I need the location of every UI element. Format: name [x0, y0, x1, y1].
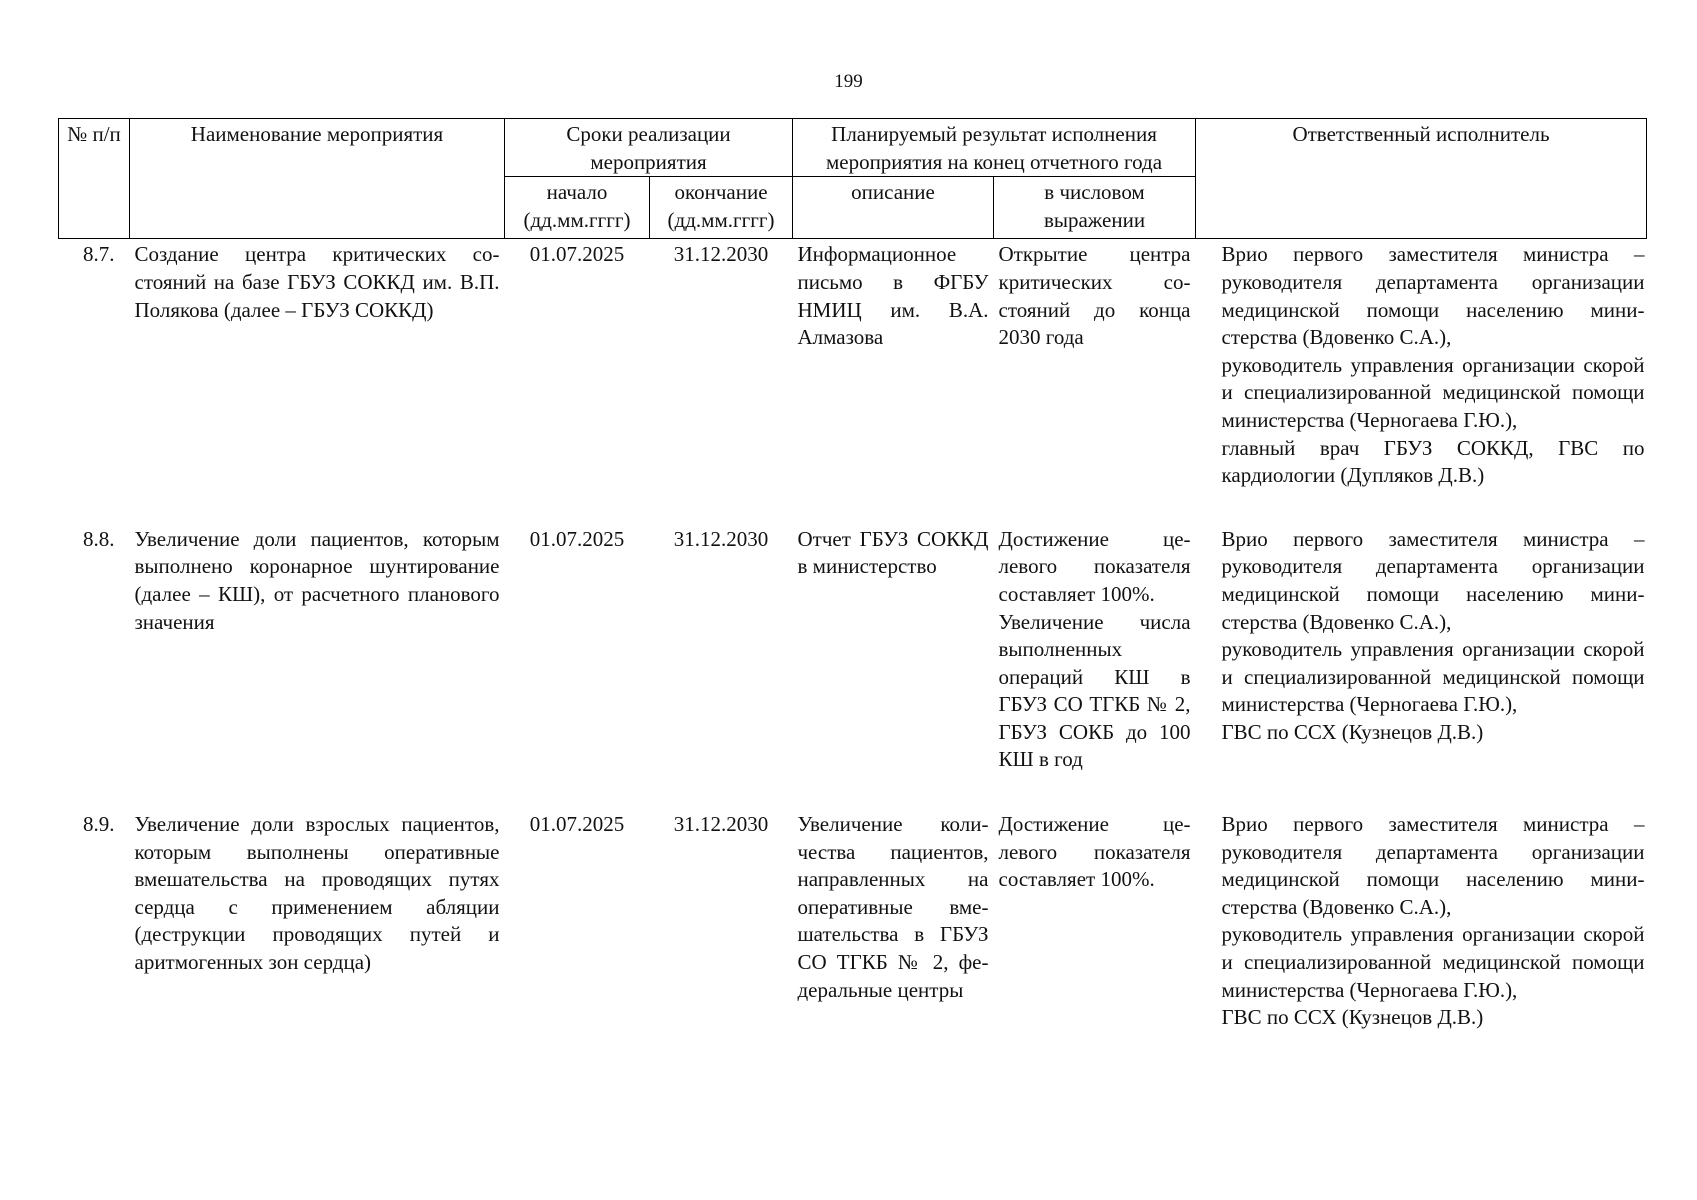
result-value-line: Достижение целевого показателя составляет 100%. [998, 526, 1191, 606]
measures-table [58, 118, 1647, 1032]
header-responsible: Ответственный исполнитель [1196, 119, 1647, 239]
end-date: 31.12.2030 [673, 812, 769, 837]
responsible-line: Врио первого заместителя министра – руководителя департамента организации медицинской помощи населению министерства (Вдовенко С.А.), [1221, 242, 1645, 350]
row-number: 8.7. [83, 242, 115, 267]
end-date: 31.12.2030 [673, 242, 769, 267]
header-result-desc: описание [793, 177, 994, 239]
measure-name: Увеличение доли пациентов, которым выполнено коронарное шунтирование (далее – КШ), от расчетного планового значения [134, 526, 500, 634]
measure-name: Увеличение доли взрослых пациентов, которым выполнены оперативные вмешательства на проводящих путях сердца с применением абляции (деструкции проводящих путей и аритмогенных зон сердца) [134, 812, 500, 975]
responsible-executor [1196, 524, 1647, 809]
start-date: 01.07.2025 [529, 812, 625, 837]
row-number: 8.8. [83, 526, 115, 551]
table-row [59, 239, 1647, 524]
result-description: Отчет ГБУЗ СОККД в министерство [797, 526, 989, 579]
result-value: Открытие центра критических состояний до конца 2030 года [998, 242, 1191, 350]
measure-name: Создание центра критических состояний на базе ГБУЗ СОККД им. В.П. Полякова (далее – ГБУЗ СОККД) [134, 242, 500, 322]
header-result-value: в числовом выражении [994, 177, 1196, 239]
header-dates: Сроки реализации мероприятия [505, 119, 793, 177]
result-description: Информационное письмо в ФГБУ НМИЦ им. В.А. Алмазова [797, 242, 989, 350]
responsible-executor [1196, 809, 1647, 1032]
result-description: Увеличение количества пациентов, направленных на оперативные вмешательства в ГБУЗ СО ТГКБ № 2, федеральные центры [797, 812, 989, 1002]
table-row [59, 809, 1647, 1032]
page-number: 199 [834, 71, 863, 92]
result-value-line: Увеличение числа выполненных операций КШ в ГБУЗ СО ТГКБ № 2, ГБУЗ СОКБ до 100 КШ в год [998, 609, 1191, 772]
end-date: 31.12.2030 [673, 526, 769, 551]
responsible-line: ГВС по ССХ (Кузнецов Д.В.) [1221, 719, 1484, 744]
result-value: Достижение целевого показателя составляет 100%. [998, 812, 1191, 892]
responsible-executor [1196, 239, 1647, 524]
responsible-line: главный врач ГБУЗ СОККД, ГВС по кардиологии (Дупляков Д.В.) [1221, 435, 1645, 488]
start-date: 01.07.2025 [529, 526, 625, 551]
responsible-line: руководитель управления организации скорой и специализированной медицинской помощи министерства (Черногаева Г.Ю.), [1221, 637, 1645, 717]
responsible-line: руководитель управления организации скорой и специализированной медицинской помощи министерства (Черногаева Г.Ю.), [1221, 352, 1645, 432]
result-value [994, 524, 1196, 809]
table-header [59, 119, 1647, 239]
header-name: Наименование мероприятия [130, 119, 505, 239]
table-row [59, 524, 1647, 809]
header-end: окончание (дд.мм.гггг) [650, 177, 793, 239]
header-result: Планируемый результат исполнения мероприятия на конец отчетного года [793, 119, 1196, 177]
responsible-line: Врио первого заместителя министра – руководителя департамента организации медицинской помощи населению министерства (Вдовенко С.А.), [1221, 526, 1645, 634]
responsible-line: руководитель управления организации скорой и специализированной медицинской помощи министерства (Черногаева Г.Ю.), [1221, 922, 1645, 1002]
row-number: 8.9. [83, 812, 115, 837]
header-num: № п/п [59, 119, 130, 239]
responsible-line: ГВС по ССХ (Кузнецов Д.В.) [1221, 1005, 1484, 1030]
header-start: начало (дд.мм.гггг) [505, 177, 650, 239]
start-date: 01.07.2025 [529, 242, 625, 267]
responsible-line: Врио первого заместителя министра – руководителя департамента организации медицинской помощи населению министерства (Вдовенко С.А.), [1221, 812, 1645, 919]
